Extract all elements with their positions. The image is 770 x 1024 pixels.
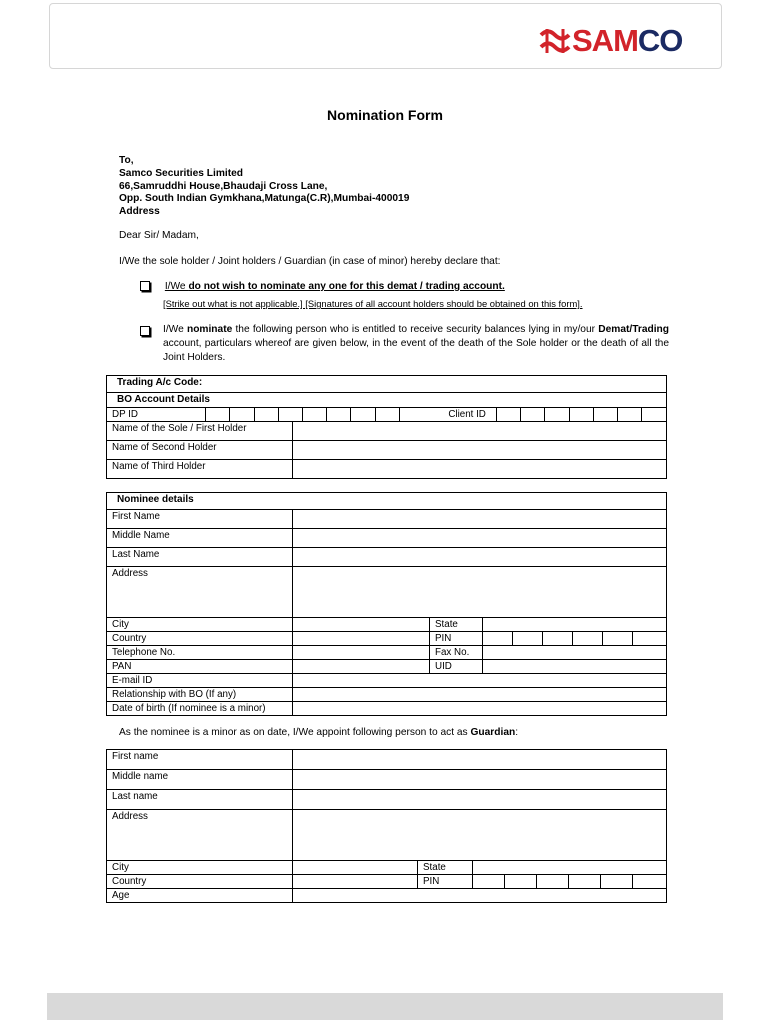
guardian-age-field[interactable] <box>293 889 667 903</box>
nominee-email-label: E-mail ID <box>107 674 293 688</box>
guardian-table <box>106 749 667 903</box>
option-nominate-text: I/We nominate the following person who is entitled to receive security balances lying in my/our Demat/Trading account, particulars whereof are given below, in the event of the death of the Sole holder or the death of all the Joint Holders. <box>163 324 669 363</box>
nominee-country-field[interactable] <box>293 632 430 646</box>
guardian-middle-field[interactable] <box>293 770 667 790</box>
nominee-address-field[interactable] <box>293 567 667 618</box>
guardian-age-label: Age <box>107 889 293 903</box>
nominee-email-field[interactable] <box>293 674 667 688</box>
second-holder-label: Name of Second Holder <box>107 441 293 460</box>
nominee-telephone-field[interactable] <box>293 646 430 660</box>
declaration-text: I/We the sole holder / Joint holders / Guardian (in case of minor) hereby declare that: <box>119 256 501 267</box>
nominee-first-label: First Name <box>107 510 293 529</box>
guardian-middle-label: Middle name <box>107 770 293 790</box>
nominee-state-field[interactable] <box>483 618 667 632</box>
nominee-city-label: City <box>107 618 293 632</box>
nominee-fax-label: Fax No. <box>430 646 483 660</box>
nominee-last-label: Last Name <box>107 548 293 567</box>
guardian-pin-label: PIN <box>418 875 473 889</box>
nominee-pan-label: PAN <box>107 660 293 674</box>
samco-logo <box>538 23 682 59</box>
nominee-uid-label: UID <box>430 660 483 674</box>
sole-holder-field[interactable] <box>293 422 667 441</box>
nominee-dob-label: Date of birth (If nominee is a minor) <box>107 702 293 716</box>
bo-account-table <box>106 375 667 422</box>
guardian-address-field[interactable] <box>293 810 667 861</box>
samco-logo-mark-icon <box>538 26 572 56</box>
nominee-table <box>106 492 667 716</box>
second-holder-field[interactable] <box>293 441 667 460</box>
holder-names-table <box>106 421 667 479</box>
sole-holder-label: Name of the Sole / First Holder <box>107 422 293 441</box>
nominee-first-field[interactable] <box>293 510 667 529</box>
guardian-country-label: Country <box>107 875 293 889</box>
guardian-intro: As the nominee is a minor as on date, I/We appoint following person to act as Guardian: <box>119 727 519 738</box>
guardian-state-field[interactable] <box>473 861 667 875</box>
samco-logo-text: SAMCO <box>572 23 683 58</box>
nominee-pan-field[interactable] <box>293 660 430 674</box>
trading-code-label: Trading A/c Code: <box>107 376 667 393</box>
guardian-last-label: Last name <box>107 790 293 810</box>
nominee-last-field[interactable] <box>293 548 667 567</box>
client-id-box[interactable] <box>496 408 520 422</box>
nominee-middle-label: Middle Name <box>107 529 293 548</box>
nominee-relationship-label: Relationship with BO (If any) <box>107 688 293 702</box>
salutation: Dear Sir/ Madam, <box>119 230 199 241</box>
dp-id-box[interactable] <box>206 408 230 422</box>
client-id-label: Client ID <box>399 408 496 422</box>
nominee-fax-field[interactable] <box>483 646 667 660</box>
footer-bar <box>47 993 723 1020</box>
nominee-middle-field[interactable] <box>293 529 667 548</box>
nominee-city-field[interactable] <box>293 618 430 632</box>
guardian-city-field[interactable] <box>293 861 418 875</box>
nominee-telephone-label: Telephone No. <box>107 646 293 660</box>
guardian-state-label: State <box>418 861 473 875</box>
recipient-address: To, Samco Securities Limited 66,Samruddhi House,Bhaudaji Cross Lane, Opp. South Indian Gymkhana,Matunga(C.R),Mumbai-400019 Address <box>119 155 410 218</box>
third-holder-field[interactable] <box>293 460 667 479</box>
guardian-city-label: City <box>107 861 293 875</box>
guardian-first-label: First name <box>107 750 293 770</box>
strike-note: [Strike out what is not applicable.] [Signatures of all account holders should be obtained on this form]. <box>163 298 583 309</box>
guardian-country-field[interactable] <box>293 875 418 889</box>
guardian-last-field[interactable] <box>293 790 667 810</box>
nominee-state-label: State <box>430 618 483 632</box>
option-no-nomination: I/We do not wish to nominate any one for this demat / trading account. <box>140 281 505 292</box>
nominee-uid-field[interactable] <box>483 660 667 674</box>
nominee-address-label: Address <box>107 567 293 618</box>
dp-id-label: DP ID <box>107 408 206 422</box>
checkbox-no-nomination[interactable] <box>140 281 150 291</box>
bo-section-title: BO Account Details <box>107 393 667 408</box>
guardian-address-label: Address <box>107 810 293 861</box>
nominee-country-label: Country <box>107 632 293 646</box>
nominee-section-title: Nominee details <box>107 493 667 510</box>
nominee-relationship-field[interactable] <box>293 688 667 702</box>
checkbox-nominate[interactable] <box>140 322 150 340</box>
nominee-dob-field[interactable] <box>293 702 667 716</box>
guardian-first-field[interactable] <box>293 750 667 770</box>
guardian-pin-box[interactable] <box>473 875 505 889</box>
third-holder-label: Name of Third Holder <box>107 460 293 479</box>
page-title: Nomination Form <box>327 107 443 123</box>
nominee-pin-box[interactable] <box>483 632 513 646</box>
nominee-pin-label: PIN <box>430 632 483 646</box>
